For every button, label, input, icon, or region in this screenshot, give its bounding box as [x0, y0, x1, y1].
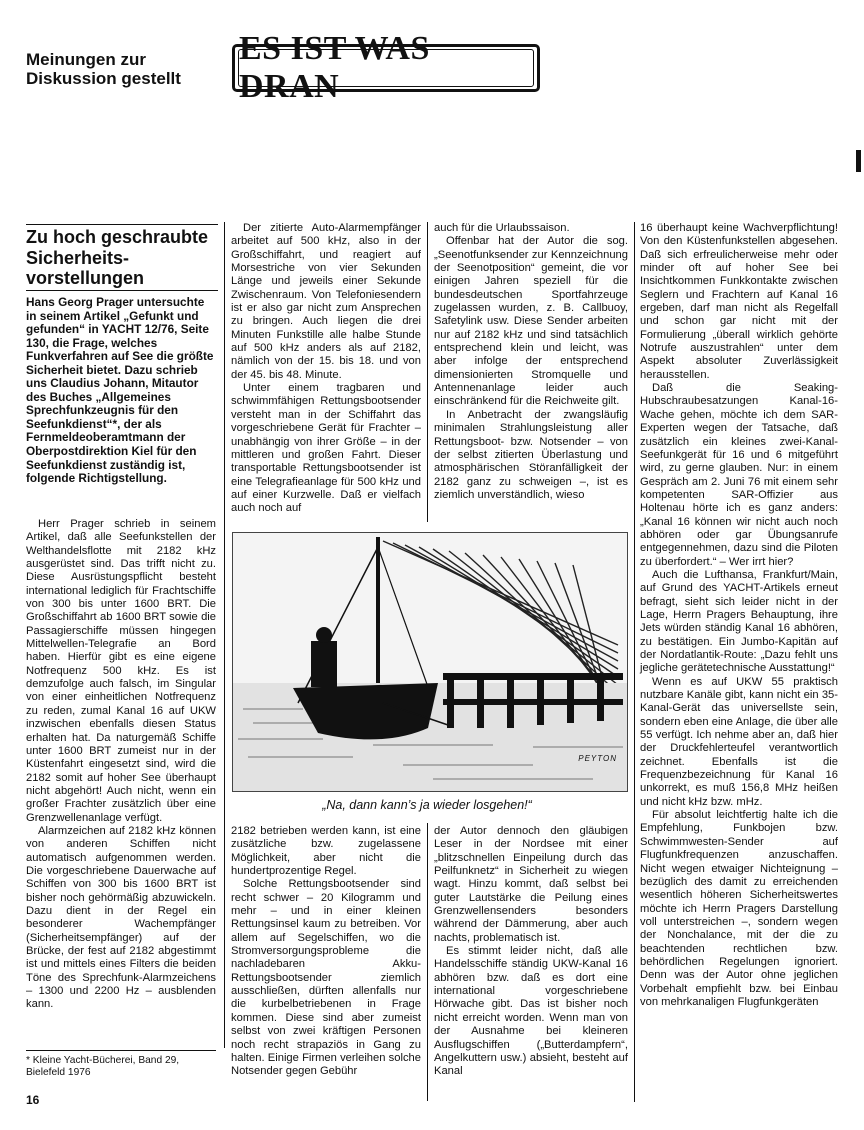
- column-divider: [634, 222, 635, 1102]
- footnote-rule: [26, 1050, 216, 1051]
- title-rule-bottom: [26, 290, 218, 291]
- section-kicker: [26, 50, 181, 88]
- article-lead: Hans Georg Prager untersuchte in seinem Artikel „Gefunkt und gefunden“ in YACHT 12/76, Seite 130, die Frage, welches Funkverfahren auf See die größte Sicherheit bietet. Dazu schrieb uns Claudius Johann, Mitautor des Buches „Allgemeines Sprechfunkzeugnis für den Seefunkdienst“*, der als Fernmeldeoberamtmann der Oberpostdirektion Kiel für den Seefunkdienst zuständig ist, folgende Richtigstellung.: [26, 295, 214, 486]
- illustration-signature: PEYTON: [578, 754, 617, 763]
- paragraph: 2182 betrieben werden kann, ist eine zusätzliche bzw. zugelassene Möglichkeit, aber nicht die hundertprozentige Regel.: [231, 825, 421, 878]
- paragraph: 16 überhaupt keine Wachverpflichtung! Von den Küstenfunkstellen abgesehen. Daß sich erfreulicherweise mehr oder minder oft auf hoher See bei Insichtkommen Funkkontakte zwischen Seglern und Frachtern auf Kanal 16 ergeben, darf man nicht als Regelfall und schon gar nicht mit der Formulierung „überall wirklich gehörte Notrufe auszustrahlen“ unter dem Aspekt absoluter Zuverlässigkeit herausstellen.: [640, 222, 838, 381]
- column-divider: [224, 222, 225, 1048]
- paragraph: In Anbetracht der zwangsläufig minimalen Strahlungsleistung aller Rettungsboot- bzw. Notsender – von der selbst zitierten Überlastung und atmosphärischen Störanfälligkeit der 2182 ganz zu schweigen –, ist es ziemlich unverständlich, wieso: [434, 408, 628, 501]
- cartoon-illustration: [232, 532, 628, 792]
- paragraph: Unter einem tragbaren und schwimmfähigen Rettungsbootsender versteht man in der Schiffahrt das vorgeschriebene Gerät für Frachter – unabhängig von ihrer Größe – in der mittleren und großen Fahrt. Dieser transportable Rettungsbootsender ist eine Telegrafieanlage für 500 kHz und auf einer Kurzwelle. Daß er vielfach auch noch auf: [231, 382, 421, 515]
- illustration-caption: „Na, dann kann’s ja wieder losgehen!“: [322, 798, 532, 812]
- paragraph: Für absolut leichtfertig halte ich die Empfehlung, Funkbojen bzw. Schwimmwesten-Sender auf Flugfunkfrequenzen anzuschaffen. Nicht wegen etwaiger Nichteignung – bezüglich des damit zu erreichenden wesentlich höheren Sicherheitswertes möchte ich Herrn Pragers Darstellung voll unterstreichen –, sondern wegen der Nonchalance, mit der die zu beachtenden rechtlichen bzw. behördlichen Regelungen ignoriert. Denn was der Autor ohne jeglichen Vorbehalt empfiehlt bzw. bei Einbau von mehrkanaligen Flugfunkgeräten: [640, 809, 838, 1008]
- paragraph: Wenn es auf UKW 55 praktisch nutzbare Kanäle gibt, kann nicht ein 35-Kanal-Gerät das universellste sein, sondern eben eine Anlage, die über alle 55 verfügt. Ich nehme aber an, daß hier der Druckfehlerteufel verantwortlich zeichnet. Ebenfalls ist die Frequenzbezeichnung für Kanal 16 unkorrekt, es muß 156,8 MHz heißen und nicht kHz bzw. mHz.: [640, 675, 838, 808]
- page-number: 16: [26, 1093, 40, 1107]
- sailboat-pier-drawing: [233, 533, 627, 791]
- article-title: Zu hoch geschraubte Sicherheits-vorstellungen: [26, 227, 209, 288]
- kicker-line-2: Diskussion gestellt: [26, 69, 181, 88]
- paragraph: Solche Rettungsbootsender sind recht schwer – 20 Kilogramm und mehr – und in einer kleinen Rettungsinsel kaum zu betreiben. Vor allem auf Segelschiffen, wo die Stromversorgungsprobleme die nachladebaren Akku-Rettungsbootsender ziemlich ausschließen, dürften allenfalls nur die kurbelbetriebenen in Frage kommen. Diese sind aber zumeist selbst von zwei kräftigen Personen noch recht strapaziös in Gang zu halten. Einige Firmen verleihen solche Notsender gegen Gebühr: [231, 878, 421, 1078]
- column-divider: [427, 823, 428, 1101]
- column-divider: [427, 222, 428, 522]
- paragraph: Herr Prager schrieb in seinem Artikel, daß alle Seefunkstellen der Welthandelsflotte mit 2182 kHz ausgerüstet sind. Das trifft nicht zu. Diese Ausrüstungspflicht besteht international lediglich für Frachtschiffe von 300 bis unter 1600 BRT. Die Großschiffahrt ab 1600 BRT sowie die Passagierschiffe müssen hingegen Mittelwellen-Telegrafie an Bord haben. Hierfür gibt es eine eigene Notfrequenz 500 kHz. Es ist demzufolge auch falsch, im Singular von einer einheitlichen Notfrequenz zu reden, zumal Kanal 16 auf UKW inzwischen ebenfalls diesen Status erhalten hat. Da naturgemäß Schiffe unter 1600 BRT zumeist nur in der Küstenfahrt eingesetzt sind, wird die 2182 somit auf hoher See überhaupt nicht abgehört! Auch nicht, wenn ein großer Frachter zusätzlich über eine Grenzwellenanlage verfügt.: [26, 518, 216, 824]
- column-banner-inner: [238, 30, 534, 105]
- title-rule-top: [26, 224, 218, 225]
- kicker-line-1: Meinungen zur: [26, 50, 146, 69]
- paragraph: Der zitierte Auto-Alarmempfänger arbeitet auf 500 kHz, also in der Großschiffahrt, und reagiert auf Morsestriche von vier Sekunden Länge und jeweils einer Sekunde Zwischenraum. Von Telefoniesendern ist er also gar nicht zum Ansprechen zu bringen. Auch liegen die drei Minuten Funkstille alle halbe Stunde auf 500 kHz anders als auf 2182, nämlich von der 15. bis 18. und von der 45. bis 48. Minute.: [231, 222, 421, 381]
- column-2-top: [231, 222, 421, 516]
- column-4: [640, 222, 838, 1009]
- footnote: * Kleine Yacht-Bücherei, Band 29, Bielefeld 1976: [26, 1055, 180, 1078]
- column-3-bottom: [434, 825, 628, 1079]
- column-banner: [232, 30, 540, 105]
- paragraph: Auch die Lufthansa, Frankfurt/Main, auf Grund des YACHT-Artikels erneut befragt, sieht sich leider nicht in der Lage, Herrn Pragers Behauptung, ihre Jets würden ständig Kanal 16 abhören, zu bestätigen. Ein Jumbo-Kapitän auf der Nordatlantik-Route: „Dazu fehlt uns jegliche gerätetechnische Ausstattung!“: [640, 568, 838, 675]
- paragraph: Es stimmt leider nicht, daß alle Handelsschiffe ständig UKW-Kanal 16 abhören bzw. daß es dort eine international vorgeschriebene Hörwache gibt. Das ist bisher noch nicht erreicht worden. Wenn man von der Ausnahme bei kleineren Ausflugschiffen („Butterdampfern“, Angelkuttern usw.) absieht, besteht auf Kanal: [434, 945, 628, 1078]
- paragraph: Offenbar hat der Autor die sog. „Seenotfunksender zur Kennzeichnung der Seenotposition“ gemeint, die vor einigen Jahren speziell für die bundesdeutschen Sportfahrzeuge zugelassen wurden, z. B. Callbuoy, Safetylink usw. Diese Sender arbeiten nur auf 2182 kHz und sind tatsächlich entsprechend klein und leicht, was aber infolge der entsprechend dimensionierten Stromquelle und Antennenanlage leider auch einschränkend für die Reichweite gilt.: [434, 235, 628, 408]
- paragraph: der Autor dennoch den gläubigen Leser in der Nordsee mit einer „blitzschnellen Einpeilung durch das Peilfunknetz“ in Sicherheit zu wiegen wagt. Hinzu kommt, daß selbst bei guter Lautstärke die Peilung eines Grenzwellensenders besonders während der Dämmerung, aber auch nachts, problematisch ist.: [434, 825, 628, 944]
- column-2-bottom: [231, 825, 421, 1079]
- page-edge-mark: [856, 150, 861, 172]
- paragraph: Daß die Seaking-Hubschraubesatzungen Kanal-16-Wache gehen, möchte ich dem SAR-Experten wegen der Tatsache, daß zusätzlich ein kleines zwei-Kanal-Seefunkgerät für 16 und 6 mitgeführt wird, zu gerne glauben. Nur: in einem Gespräch am 2. Juni 76 mit einem sehr kompetenten SAR-Offizier aus Holtenau hörte ich es ganz anders: „Kanal 16 können wir nicht auch noch abhören oder gar Übungsanrufe entgegennehmen, dazu sind die Piloten zu überfordert.“ – Wer irrt hier?: [640, 382, 838, 568]
- paragraph: auch für die Urlaubssaison.: [434, 222, 570, 234]
- column-1: [26, 518, 216, 1012]
- paragraph: Alarmzeichen auf 2182 kHz können von anderen Schiffen nicht automatisch aufgenommen werden. Die vorgeschriebene Dauerwache auf Schiffen von 300 bis 1600 BRT ist bisher noch gehörmäßig abzuwickeln. Dazu dient in der Regel ein besonderer Wachempfänger (Sicherheitsempfänger) auf der Brücke, der fest auf 2182 abgestimmt ist und mittels eines Filters die beiden Töne des Sprechfunk-Alarmzeichens – 1300 und 2200 Hz – ausblenden kann.: [26, 824, 216, 1011]
- banner-title: ES IST WAS DRAN: [239, 30, 430, 105]
- column-3-top: [434, 222, 628, 502]
